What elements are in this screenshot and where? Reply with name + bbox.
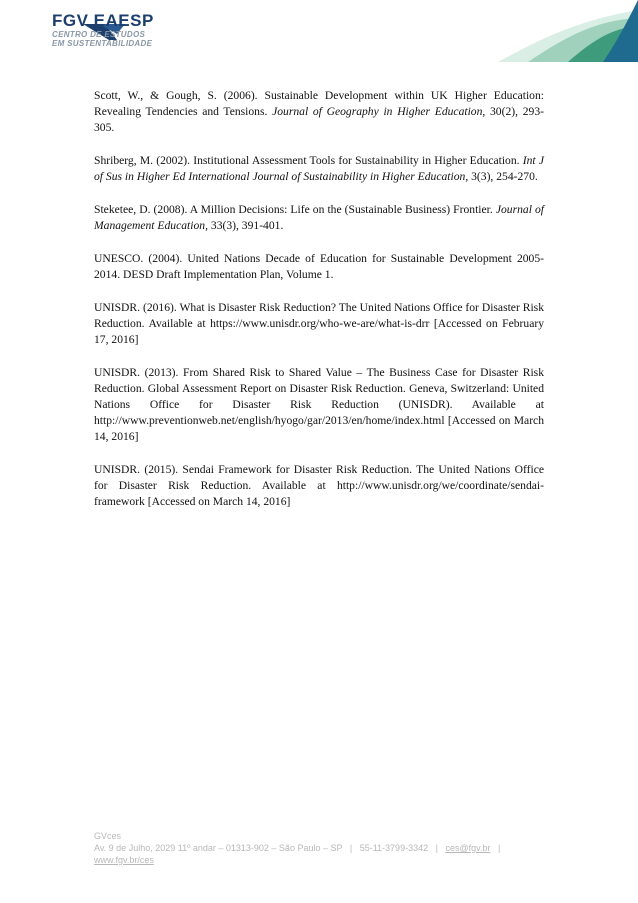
footer-email-link[interactable]: ces@fgv.br <box>445 843 491 853</box>
logo-text <box>52 12 154 48</box>
footer-separator: | <box>435 843 438 853</box>
corner-decoration <box>498 0 638 62</box>
page-footer <box>94 830 554 866</box>
logo-line-3: EM SUSTENTABILIDADE <box>52 39 153 48</box>
footer-separator: | <box>349 843 353 853</box>
reference-item: UNISDR. (2013). From Shared Risk to Shared Value – The Business Case for Disaster Risk Reduction. Global Assessment Report on Disaster Risk Reduction. Geneva, Switzerland: United Nations Office for Disaster Risk Reduction (UNISDR). Available at http://www.preventionweb.net/english/hyogo/gar/2013/en/home/index.html [Accessed on March 14, 2016] <box>94 366 544 443</box>
reference-item: UNISDR. (2015). Sendai Framework for Disaster Risk Reduction. The United Nations Office for Disaster Risk Reduction. Available at http://www.unisdr.org/we/coordinate/sendai-framework [Accessed on March 14, 2016] <box>94 463 544 508</box>
reference-item: Shriberg, M. (2002). Institutional Assessment Tools for Sustainability in Higher Education. Int J of Sus in Higher Ed International Journal of Sustainability in Higher Education, 3(3), 254-270. <box>94 154 544 183</box>
references-list <box>94 88 544 527</box>
reference-item: UNISDR. (2016). What is Disaster Risk Reduction? The United Nations Office for Disaster Risk Reduction. Available at https://www.unisdr.org/who-we-are/what-is-drr [Accessed on February 17, 2016] <box>94 301 544 346</box>
footer-org: GVces <box>94 831 122 841</box>
footer-separator: | <box>497 843 501 853</box>
footer-phone: 55-11-3799-3342 <box>359 843 429 853</box>
logo-line-2: CENTRO DE ESTUDOS <box>52 30 146 39</box>
reference-item: Steketee, D. (2008). A Million Decisions: Life on the (Sustainable Business) Frontier. Journal of Management Education, 33(3), 391-401. <box>94 203 545 232</box>
footer-address: Av. 9 de Julho, 2029 11º andar – 01313-902 – São Paulo – SP <box>94 843 343 853</box>
reference-item: UNESCO. (2004). United Nations Decade of Education for Sustainable Development 2005-2014. DESD Draft Implementation Plan, Volume 1. <box>94 252 544 281</box>
logo-primary: FGV EAESP <box>52 11 154 30</box>
footer-website-link[interactable]: www.fgv.br/ces <box>94 855 154 865</box>
reference-item: Scott, W., & Gough, S. (2006). Sustainable Development within UK Higher Education: Revealing Tendencies and Tensions. Journal of Geography in Higher Education, 30(2), 293-305. <box>94 89 544 134</box>
